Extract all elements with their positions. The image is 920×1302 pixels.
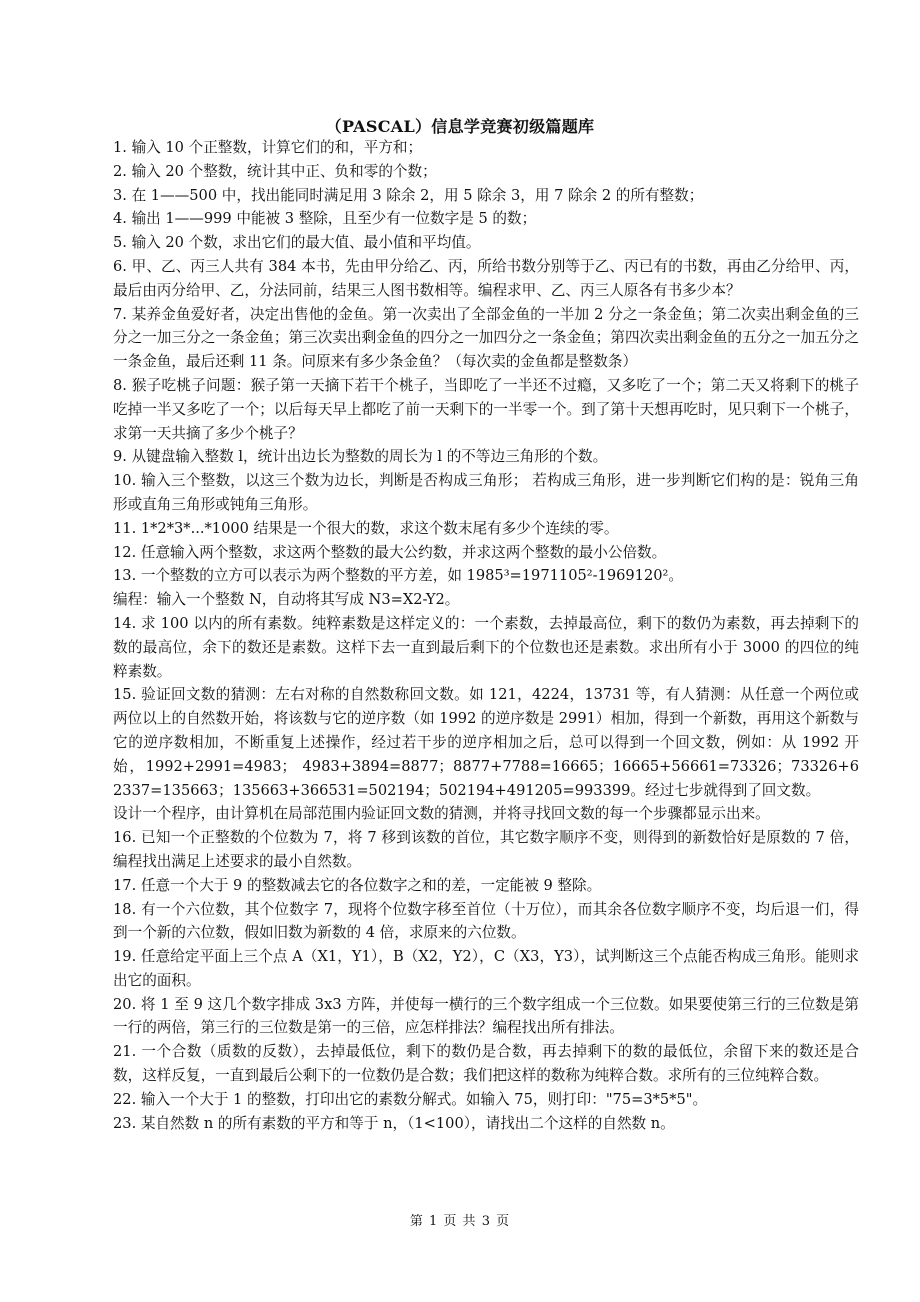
question-paragraph: 15. 验证回文数的猜测：左右对称的自然数称回文数。如 121，4224，13731 等，有人猜测：从任意一个两位或两位以上的自然数开始，将该数与它的逆序数（如 1992 的逆序数是 2991）相加，得到一个新数，再用这个新数与它的逆序数相加，不断重复上述操作，经过若干步的逆序相加之后，总可以得到一个回文数，例如：从 1992 开始，1992+2991=4983； 4983+3894=8877；8877+7788=16665；16665+56661=73326；73326+62337=135663；135663+366531=502194；502194+491205=993399。经过七步就得到了回文数。 bbox=[113, 686, 859, 799]
question-paragraph: 16. 已知一个正整数的个位数为 7，将 7 移到该数的首位，其它数字顺序不变，则得到的新数恰好是原数的 7 倍，编程找出满足上述要求的最小自然数。 bbox=[113, 829, 859, 870]
question-paragraph: 21. 一个合数（质数的反数），去掉最低位，剩下的数仍是合数，再去掉剩下的数的最低位，余留下来的数还是合数，这样反复，一直到最后公剩下的一位数仍是合数；我们把这样的数称为纯粹合数。求所有的三位纯粹合数。 bbox=[113, 1043, 859, 1085]
question-paragraph: 9. 从键盘输入整数 l，统计出边长为整数的周长为 l 的不等边三角形的个数。 bbox=[113, 448, 608, 466]
question-paragraph: 13. 一个整数的立方可以表示为两个整数的平方差，如 1985³=1971105²-1969120²。 bbox=[113, 567, 683, 585]
question-paragraph: 7. 某养金鱼爱好者，决定出售他的金鱼。第一次卖出了全部金鱼的一半加 2 分之一条金鱼；第二次卖出剩金鱼的三分之一加三分之一条金鱼；第三次卖出剩金鱼的四分之一加四分之一条金鱼；第四次卖出剩金鱼的五分之一加五分之一条金鱼，最后还剩 11 条。问原来有多少条金鱼？（每次卖的金鱼都是整数条） bbox=[113, 305, 859, 371]
question-paragraph: 23. 某自然数 n 的所有素数的平方和等于 n，（1<100），请找出二个这样的自然数 n。 bbox=[113, 1114, 675, 1132]
question-paragraph: 1. 输入 10 个正整数，计算它们的和，平方和； bbox=[113, 139, 423, 156]
question-paragraph: 2. 输入 20 个整数，统计其中正、负和零的个数； bbox=[113, 162, 437, 180]
question-paragraph: 20. 将 1 至 9 这几个数字排成 3x3 方阵，并使每一横行的三个数字组成一个三位数。如果要使第三行的三位数是第一行的两倍，第三行的三位数是第一的三倍，应怎样排法？编程找出所有排法。 bbox=[113, 995, 859, 1037]
document-title: （PASCAL）信息学竞赛初级篇题库 bbox=[325, 117, 595, 136]
question-paragraph: 编程：输入一个整数 N，自动将其写成 N3=X2-Y2。 bbox=[113, 591, 460, 609]
question-paragraph: 4. 输出 1——999 中能被 3 整除，且至少有一位数字是 5 的数； bbox=[113, 210, 537, 228]
question-paragraph: 18. 有一个六位数，其个位数字 7，现将个位数字移至首位（十万位），而其余各位数字顺序不变，均后退一们，得到一个新的六位数，假如旧数为新数的 4 倍，求原来的六位数。 bbox=[113, 900, 859, 942]
question-paragraph: 11. 1*2*3*...*1000 结果是一个很大的数，求这个数末尾有多少个连续的零。 bbox=[113, 519, 619, 537]
question-paragraph: 22. 输入一个大于 1 的整数，打印出它的素数分解式。如输入 75，则打印："75=3*5*5"。 bbox=[113, 1090, 708, 1108]
question-paragraph: 14. 求 100 以内的所有素数。纯粹素数是这样定义的：一个素数，去掉最高位，剩下的数仍为素数，再去掉剩下的数的最高位，余下的数还是素数。这样下去一直到最后剩下的个位数也还是素数。求出所有小于 3000 的四位的纯粹素数。 bbox=[113, 614, 859, 680]
question-paragraph: 设计一个程序，由计算机在局部范围内验证回文数的猜测，并将寻找回文数的每一个步骤都显示出来。 bbox=[113, 805, 770, 823]
question-paragraph: 12. 任意输入两个整数，求这两个整数的最大公约数，并求这两个整数的最小公倍数。 bbox=[113, 543, 667, 561]
question-paragraph: 3. 在 1——500 中，找出能同时满足用 3 除余 2，用 5 除余 3，用 7 除余 2 的所有整数； bbox=[113, 186, 704, 204]
question-paragraph: 19. 任意给定平面上三个点 A（X1，Y1），B（X2，Y2），C（X3，Y3），试判断这三个点能否构成三角形。能则求出它的面积。 bbox=[113, 948, 859, 989]
page-footer: 第 1 页 共 3 页 bbox=[409, 1214, 511, 1229]
question-paragraph: 6. 甲、乙、丙三人共有 384 本书，先由甲分给乙、丙，所给书数分别等于乙、丙已有的书数，再由乙分给甲、丙，最后由丙分给甲、乙，分法同前，结果三人图书数相等。编程求甲、乙、丙三人原各有书多少本？ bbox=[113, 257, 859, 299]
question-paragraph: 17. 任意一个大于 9 的整数减去它的各位数字之和的差，一定能被 9 整除。 bbox=[113, 876, 602, 894]
question-paragraph: 10. 输入三个整数，以这三个数为边长，判断是否构成三角形； 若构成三角形，进一步判断它们构的是：锐角三角形或直角三角形或钝角三角形。 bbox=[113, 472, 859, 513]
question-paragraph: 5. 输入 20 个数，求出它们的最大值、最小值和平均值。 bbox=[113, 234, 481, 252]
document-body bbox=[113, 136, 859, 1135]
question-paragraph: 8. 猴子吃桃子问题：猴子第一天摘下若干个桃子，当即吃了一半还不过瘾，又多吃了一个；第二天又将剩下的桃子吃掉一半又多吃了一个；以后每天早上都吃了前一天剩下的一半零一个。到了第十天想再吃时，见只剩下一个桃子，求第一天共摘了多少个桃子？ bbox=[113, 376, 859, 442]
